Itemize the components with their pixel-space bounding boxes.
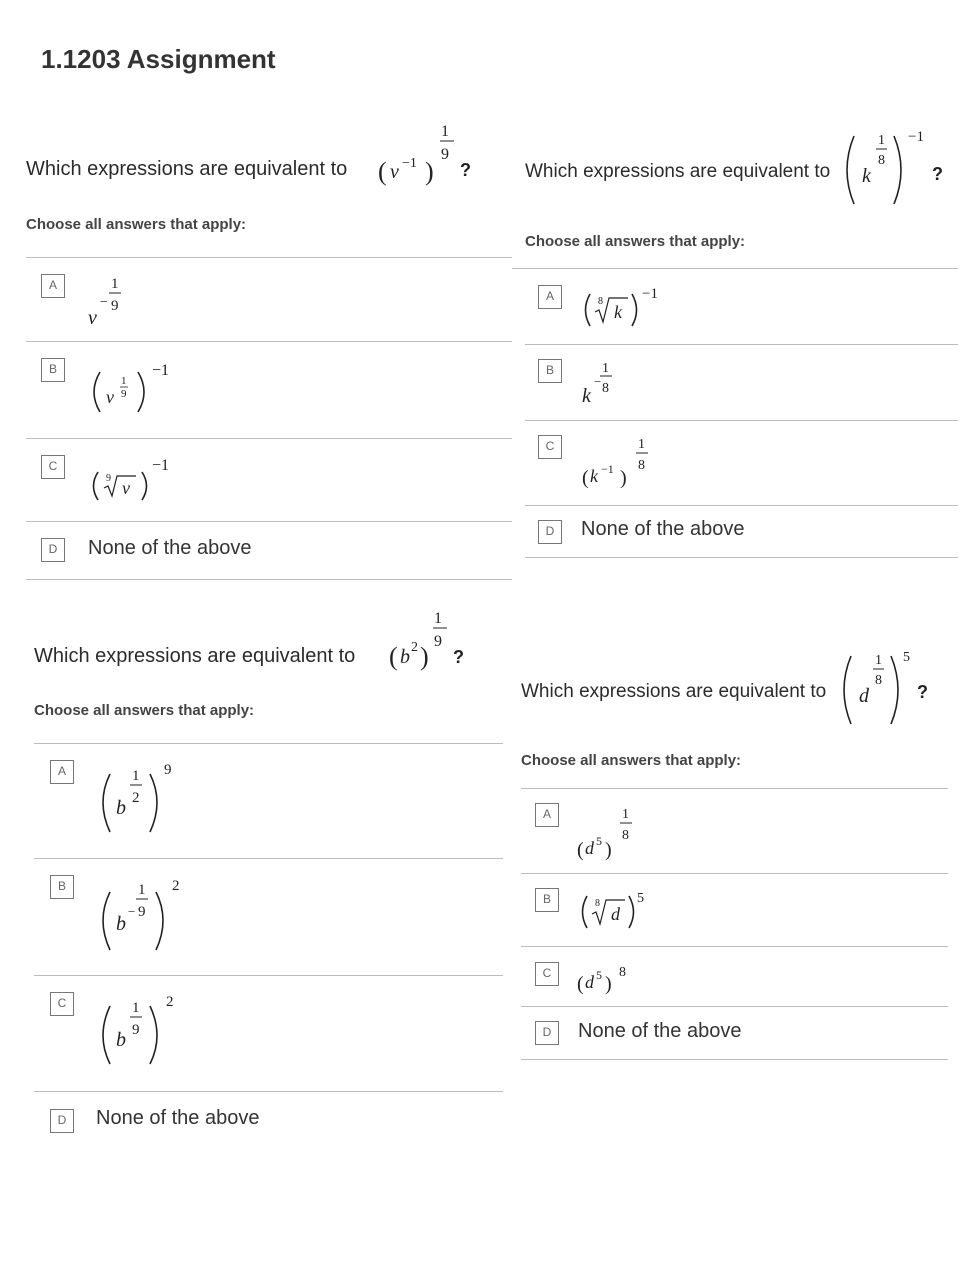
svg-text:−: − xyxy=(100,295,108,310)
divider xyxy=(521,1059,948,1060)
choice-a-math xyxy=(84,268,144,332)
divider xyxy=(34,975,503,976)
svg-text:v: v xyxy=(106,387,114,407)
expr-base: v xyxy=(390,161,399,183)
choice-c-math xyxy=(86,448,186,512)
divider xyxy=(525,420,958,421)
choice-checkbox[interactable]: A xyxy=(50,760,74,784)
divider xyxy=(521,873,948,874)
choice-checkbox[interactable]: B xyxy=(41,358,65,382)
svg-text:8: 8 xyxy=(619,965,626,980)
page-title: 1.1203 Assignment xyxy=(41,44,276,74)
none-of-the-above-label: None of the above xyxy=(96,1107,260,1129)
choice-c-math xyxy=(578,428,668,494)
question-2-instruction: Choose all answers that apply: xyxy=(525,233,746,250)
none-of-the-above-label: None of the above xyxy=(581,518,745,540)
svg-text:?: ? xyxy=(917,682,928,702)
svg-text:8: 8 xyxy=(638,458,645,473)
svg-text:): ) xyxy=(420,642,429,671)
svg-text:9: 9 xyxy=(121,388,127,400)
svg-text:2: 2 xyxy=(166,994,174,1010)
divider xyxy=(26,521,512,522)
svg-text:8: 8 xyxy=(622,828,629,843)
svg-text:k: k xyxy=(582,385,591,407)
svg-text:8: 8 xyxy=(875,673,882,688)
expr-inner-exp: −1 xyxy=(402,156,417,171)
none-of-the-above-label: None of the above xyxy=(578,1020,742,1042)
svg-text:9: 9 xyxy=(164,762,172,778)
svg-text:1: 1 xyxy=(602,361,609,376)
question-3-prompt: Which expressions are equivalent to xyxy=(34,645,356,667)
svg-text:−1: −1 xyxy=(908,129,924,145)
svg-text:1: 1 xyxy=(132,768,140,784)
svg-text:): ) xyxy=(425,157,434,186)
divider xyxy=(26,341,512,342)
choice-b-math xyxy=(94,870,194,966)
choice-checkbox[interactable]: B xyxy=(538,359,562,383)
svg-text:−: − xyxy=(128,904,136,919)
svg-text:(: ( xyxy=(389,642,398,671)
svg-text:(: ( xyxy=(582,467,589,489)
svg-text:2: 2 xyxy=(132,790,140,806)
choice-a-math xyxy=(575,798,665,868)
svg-text:8: 8 xyxy=(878,153,885,168)
choice-checkbox[interactable]: C xyxy=(538,435,562,459)
choice-a-math xyxy=(94,756,194,846)
question-1-prompt: Which expressions are equivalent to xyxy=(26,158,348,180)
svg-text:?: ? xyxy=(932,164,943,184)
svg-text:d: d xyxy=(611,904,620,924)
choice-checkbox[interactable]: B xyxy=(50,875,74,899)
choice-checkbox[interactable]: B xyxy=(535,888,559,912)
svg-text:d: d xyxy=(859,685,869,707)
choice-b-math xyxy=(575,882,665,942)
svg-text:k: k xyxy=(862,165,871,187)
svg-text:d: d xyxy=(585,838,594,858)
svg-text:1: 1 xyxy=(622,807,629,822)
choice-checkbox[interactable]: D xyxy=(50,1109,74,1133)
svg-text:(: ( xyxy=(577,839,584,861)
svg-text:1: 1 xyxy=(132,1000,140,1016)
svg-text:b: b xyxy=(116,797,126,819)
svg-text:b: b xyxy=(400,646,410,668)
svg-text:): ) xyxy=(605,839,612,861)
divider xyxy=(525,505,958,506)
divider xyxy=(26,257,512,258)
choice-a-math xyxy=(578,280,678,344)
question-2-prompt: Which expressions are equivalent to xyxy=(525,161,831,182)
svg-text:k: k xyxy=(614,302,622,322)
svg-text:(: ( xyxy=(577,973,584,995)
divider xyxy=(26,438,512,439)
divider xyxy=(525,557,958,558)
svg-text:8: 8 xyxy=(595,898,600,909)
divider xyxy=(521,946,948,947)
choice-checkbox[interactable]: A xyxy=(538,285,562,309)
svg-text:1: 1 xyxy=(875,653,882,668)
svg-text:1: 1 xyxy=(138,882,146,898)
svg-text:): ) xyxy=(620,467,627,489)
svg-text:8: 8 xyxy=(602,381,609,396)
svg-text:−1: −1 xyxy=(152,457,170,474)
choice-checkbox[interactable]: D xyxy=(41,538,65,562)
svg-text:?: ? xyxy=(453,647,464,667)
choice-checkbox[interactable]: D xyxy=(535,1021,559,1045)
svg-text:−1: −1 xyxy=(601,462,614,476)
svg-text:−1: −1 xyxy=(642,286,658,302)
svg-text:v: v xyxy=(122,478,130,498)
svg-text:5: 5 xyxy=(596,834,602,848)
svg-text:v: v xyxy=(88,307,97,329)
divider xyxy=(34,743,503,744)
svg-text:d: d xyxy=(585,972,594,992)
svg-text:−: − xyxy=(594,374,602,389)
question-2-expression xyxy=(840,124,950,208)
question-4-prompt: Which expressions are equivalent to xyxy=(521,681,827,702)
svg-text:2: 2 xyxy=(172,878,180,894)
none-of-the-above-label: None of the above xyxy=(88,537,252,559)
svg-text:−1: −1 xyxy=(152,362,170,379)
svg-text:9: 9 xyxy=(111,298,119,314)
svg-text:5: 5 xyxy=(596,968,602,982)
svg-text:5: 5 xyxy=(637,891,644,906)
svg-text:1: 1 xyxy=(434,610,442,627)
svg-text:9: 9 xyxy=(434,633,442,650)
svg-text:9: 9 xyxy=(132,1022,140,1038)
svg-text:1: 1 xyxy=(121,375,127,387)
svg-text:k: k xyxy=(590,466,598,486)
svg-text:9: 9 xyxy=(106,473,111,484)
choice-c-math xyxy=(94,988,194,1084)
choice-checkbox[interactable]: C xyxy=(41,455,65,479)
question-3-instruction: Choose all answers that apply: xyxy=(34,702,255,719)
choice-c-math xyxy=(575,956,655,1000)
svg-text:): ) xyxy=(605,973,612,995)
choice-checkbox[interactable]: C xyxy=(535,962,559,986)
expr-exp-den: 9 xyxy=(441,146,449,163)
question-mark: ? xyxy=(460,160,471,180)
choice-checkbox[interactable]: D xyxy=(538,520,562,544)
svg-text:b: b xyxy=(116,1029,126,1051)
divider xyxy=(34,858,503,859)
divider xyxy=(512,268,958,269)
choice-b-math xyxy=(578,354,638,414)
divider xyxy=(26,579,512,580)
svg-text:9: 9 xyxy=(138,904,146,920)
svg-text:2: 2 xyxy=(411,640,418,655)
choice-checkbox[interactable]: A xyxy=(535,803,559,827)
question-3-expression xyxy=(385,605,475,681)
question-1-instruction: Choose all answers that apply: xyxy=(26,216,247,233)
divider xyxy=(521,788,948,789)
divider xyxy=(34,1091,503,1092)
choice-b-math xyxy=(86,352,186,432)
svg-text:1: 1 xyxy=(111,276,119,292)
divider xyxy=(525,344,958,345)
svg-text:(: ( xyxy=(378,157,387,186)
svg-text:1: 1 xyxy=(638,437,645,452)
choice-checkbox[interactable]: C xyxy=(50,992,74,1016)
expr-exp-num: 1 xyxy=(441,123,449,140)
svg-text:8: 8 xyxy=(598,296,603,307)
question-4-instruction: Choose all answers that apply: xyxy=(521,752,742,769)
svg-text:1: 1 xyxy=(878,133,885,148)
svg-text:5: 5 xyxy=(903,650,910,665)
svg-text:b: b xyxy=(116,913,126,935)
question-4-expression xyxy=(837,646,947,730)
question-1-expression xyxy=(374,118,474,198)
choice-checkbox[interactable]: A xyxy=(41,274,65,298)
divider xyxy=(521,1006,948,1007)
